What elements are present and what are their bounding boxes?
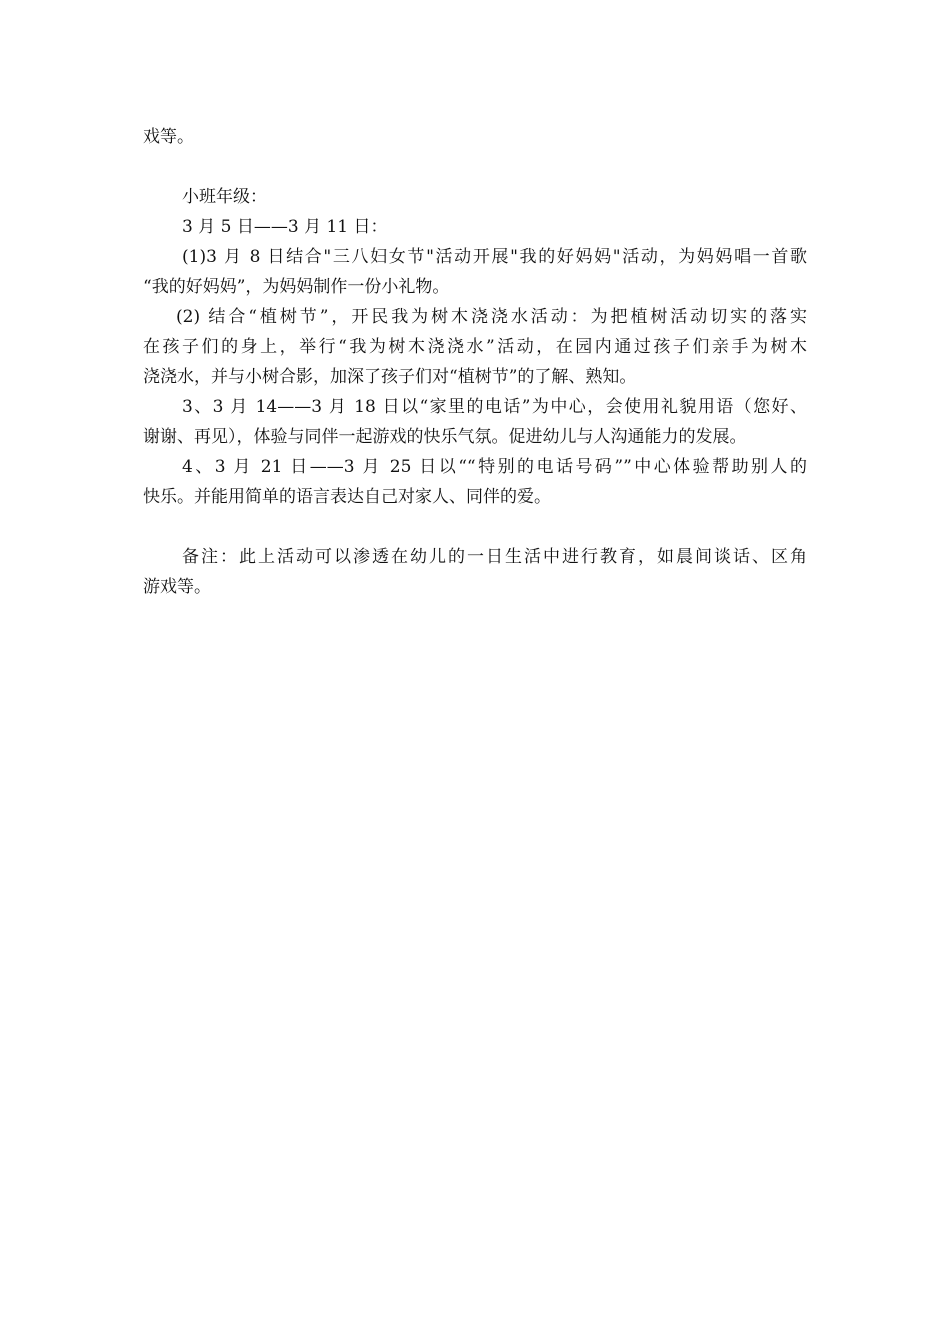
paragraph-gap (143, 152, 807, 182)
date-range-heading: 3 月 5 日——3 月 11 日： (182, 217, 388, 237)
item-1-line-2: “我的好妈妈”，为妈妈制作一份小礼物。 (143, 277, 450, 297)
item-1-line-1: (1)3 月 8 日结合"三八妇女节"活动开展"我的好妈妈"活动，为妈妈唱一首歌 (182, 247, 807, 267)
item-2-line-1: (2) 结合“植树节”，开民我为树木浇浇水活动：为把植树活动切实的落实 (176, 307, 807, 327)
item-4-line-1: 4、3 月 21 日——3 月 25 日以““特别的电话号码””中心体验帮助别人的 (182, 457, 807, 477)
document-body (143, 122, 807, 602)
note-line-1: 备注：此上活动可以渗透在幼儿的一日生活中进行教育，如晨间谈话、区角 (182, 547, 807, 567)
text-line-continuation: 戏等。 (143, 127, 194, 147)
section-heading-small-class: 小班年级： (182, 187, 267, 207)
item-2-line-3: 浇浇水，并与小树合影，加深了孩子们对“植树节”的了解、熟知。 (143, 367, 637, 387)
note-line-2: 游戏等。 (143, 577, 211, 597)
item-3-line-1: 3、3 月 14——3 月 18 日以“家里的电话”为中心，会使用礼貌用语（您好、 (182, 397, 807, 417)
item-3-line-2: 谢谢、再见），体验与同伴一起游戏的快乐气氛。促进幼儿与人沟通能力的发展。 (143, 427, 747, 447)
item-2-line-2: 在孩子们的身上，举行“我为树木浇浇水”活动，在园内通过孩子们亲手为树木 (143, 337, 807, 357)
paragraph-gap (143, 512, 807, 542)
item-4-line-2: 快乐。并能用简单的语言表达自己对家人、同伴的爱。 (143, 487, 551, 507)
